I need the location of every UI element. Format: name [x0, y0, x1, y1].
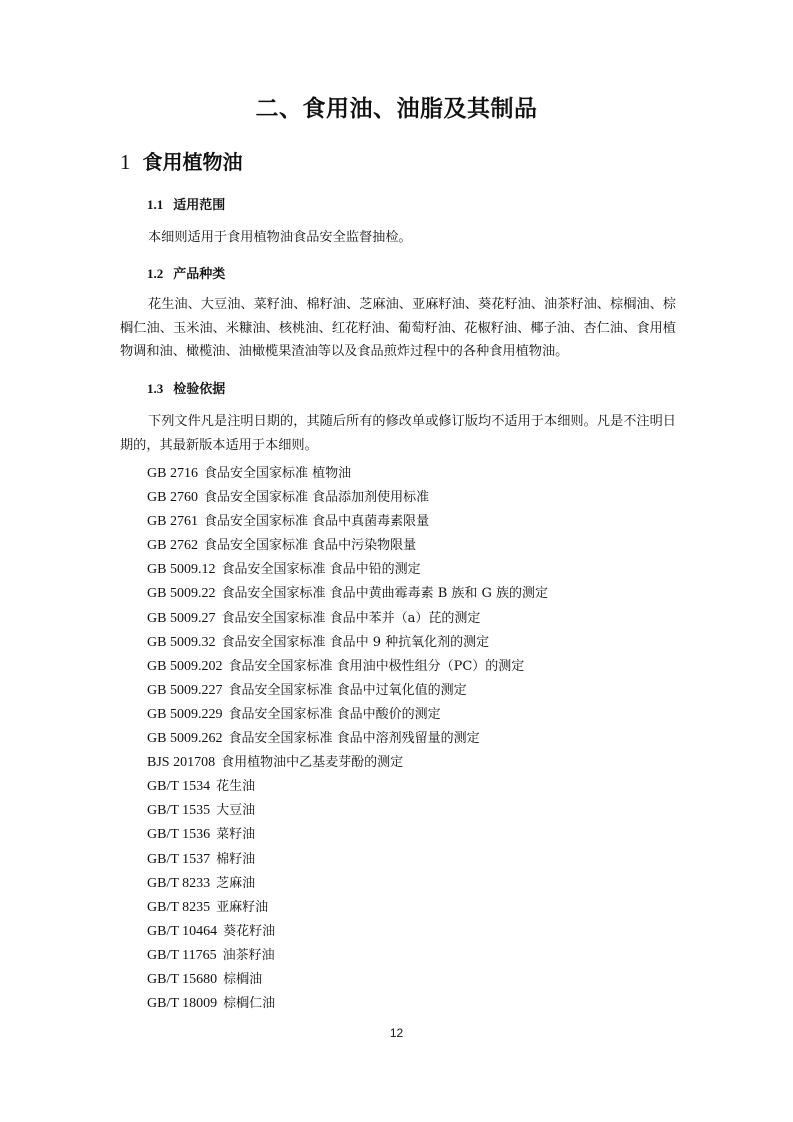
reference-item: [147, 558, 548, 582]
reference-code: GB 2761: [147, 514, 198, 530]
reference-title: 亚麻籽油: [216, 899, 269, 915]
reference-title: 花生油: [216, 779, 256, 795]
reference-title: 食品安全国家标准 食品中真菌毒素限量: [203, 514, 430, 530]
reference-code: GB/T 10464: [147, 923, 218, 939]
reference-item: [147, 703, 548, 727]
reference-code: GB/T 1534: [147, 779, 211, 795]
reference-item: [147, 992, 548, 1016]
reference-item: [147, 896, 548, 920]
subsection-heading-product-types: [147, 263, 225, 282]
reference-code: GB/T 11765: [147, 947, 217, 963]
reference-code: GB/T 15680: [147, 971, 218, 987]
chapter-title: 二、食用油、油脂及其制品: [255, 96, 538, 122]
reference-title: 食品安全国家标准 食品中 9 种抗氧化剂的测定: [221, 634, 490, 650]
reference-code: GB 5009.202: [147, 658, 223, 674]
reference-item: [147, 944, 548, 968]
section-title: [120, 146, 243, 175]
reference-item: [147, 679, 548, 703]
reference-code: GB 5009.227: [147, 682, 223, 698]
reference-code: GB/T 1536: [147, 827, 211, 843]
reference-item: [147, 727, 548, 751]
reference-item: [147, 462, 548, 486]
subsection-heading-inspection-basis: [147, 378, 225, 397]
reference-title: 食品安全国家标准 食品中苯并（a）芘的测定: [221, 610, 481, 626]
reference-item: [147, 848, 548, 872]
reference-item: [147, 486, 548, 510]
reference-title: 芝麻油: [216, 875, 256, 891]
reference-title: 棕榈油: [223, 971, 263, 987]
reference-item: [147, 582, 548, 606]
reference-item: [147, 751, 548, 775]
reference-item: [147, 631, 548, 655]
section-number: 1: [120, 150, 131, 174]
reference-code: GB 5009.27: [147, 610, 216, 626]
reference-title: 油茶籽油: [222, 947, 275, 963]
reference-code: GB/T 18009: [147, 996, 218, 1012]
reference-code: GB 2716: [147, 466, 198, 481]
reference-item: [147, 510, 548, 534]
reference-code: GB 2760: [147, 490, 198, 506]
reference-title: 棕榈仁油: [223, 996, 276, 1012]
reference-code: GB/T 8235: [147, 899, 211, 915]
subsection-number: 1.1: [147, 197, 164, 212]
reference-item: [147, 775, 548, 799]
paragraph-product-types: 花生油、大豆油、菜籽油、棉籽油、芝麻油、亚麻籽油、葵花籽油、油茶籽油、棕榈油、棕榈仁油、玉米油、米糠油、核桃油、红花籽油、葡萄籽油、花椒籽油、椰子油、杏仁油、食用植物调和油、橄榄油、油橄榄果渣油等以及食品煎炸过程中的各种食用植物油。: [120, 297, 676, 360]
paragraph-inspection-basis: 下列文件凡是注明日期的，其随后所有的修改单或修订版均不适用于本细则。凡是不注明日期的，其最新版本适用于本细则。: [120, 414, 676, 453]
reference-title: 食品安全国家标准 食品中过氧化值的测定: [228, 682, 467, 698]
reference-item: [147, 968, 548, 992]
reference-title: 棉籽油: [216, 851, 256, 867]
subsection-number: 1.3: [147, 381, 164, 396]
reference-item: [147, 823, 548, 847]
subsection-title: 产品种类: [173, 267, 226, 282]
reference-item: [147, 920, 548, 944]
reference-code: GB 5009.22: [147, 586, 216, 602]
subsection-title: 检验依据: [173, 382, 226, 397]
reference-code: GB 5009.32: [147, 634, 216, 650]
reference-title: 菜籽油: [216, 827, 256, 843]
reference-code: GB/T 1537: [147, 851, 211, 867]
reference-title: 食品安全国家标准 食用油中极性组分（PC）的测定: [228, 658, 525, 674]
reference-title: 食品安全国家标准 食品中黄曲霉毒素 B 族和 G 族的测定: [221, 586, 549, 602]
reference-item: [147, 655, 548, 679]
reference-code: GB 5009.262: [147, 731, 223, 747]
reference-title: 食用植物油中乙基麦芽酚的测定: [221, 755, 404, 771]
reference-item: [147, 799, 548, 823]
subsection-number: 1.2: [147, 266, 164, 281]
reference-code: GB 2762: [147, 538, 198, 554]
reference-code: GB 5009.229: [147, 706, 223, 722]
reference-title: 食品安全国家标准 食品添加剂使用标准: [203, 490, 430, 506]
reference-list: [147, 462, 548, 1016]
subsection-heading-scope: [147, 194, 225, 213]
page-number: 12: [389, 1026, 404, 1040]
reference-title: 大豆油: [216, 803, 256, 819]
reference-code: GB/T 1535: [147, 803, 211, 819]
reference-title: 葵花籽油: [223, 923, 276, 939]
reference-item: [147, 534, 548, 558]
reference-item: [147, 872, 548, 896]
reference-item: [147, 607, 548, 631]
reference-code: GB 5009.12: [147, 562, 216, 578]
reference-code: GB/T 8233: [147, 875, 211, 891]
subsection-title: 适用范围: [173, 198, 226, 213]
reference-title: 食品安全国家标准 食品中酸价的测定: [228, 706, 441, 722]
reference-title: 食品安全国家标准 食品中溶剂残留量的测定: [228, 731, 480, 747]
section-title-text: 食用植物油: [142, 150, 243, 174]
reference-title: 食品安全国家标准 食品中铅的测定: [221, 562, 421, 578]
reference-title: 食品安全国家标准 食品中污染物限量: [203, 538, 417, 554]
reference-title: 食品安全国家标准 植物油: [203, 466, 352, 481]
reference-code: BJS 201708: [147, 755, 216, 771]
paragraph-scope: 本细则适用于食用植物油食品安全监督抽检。: [148, 230, 412, 245]
